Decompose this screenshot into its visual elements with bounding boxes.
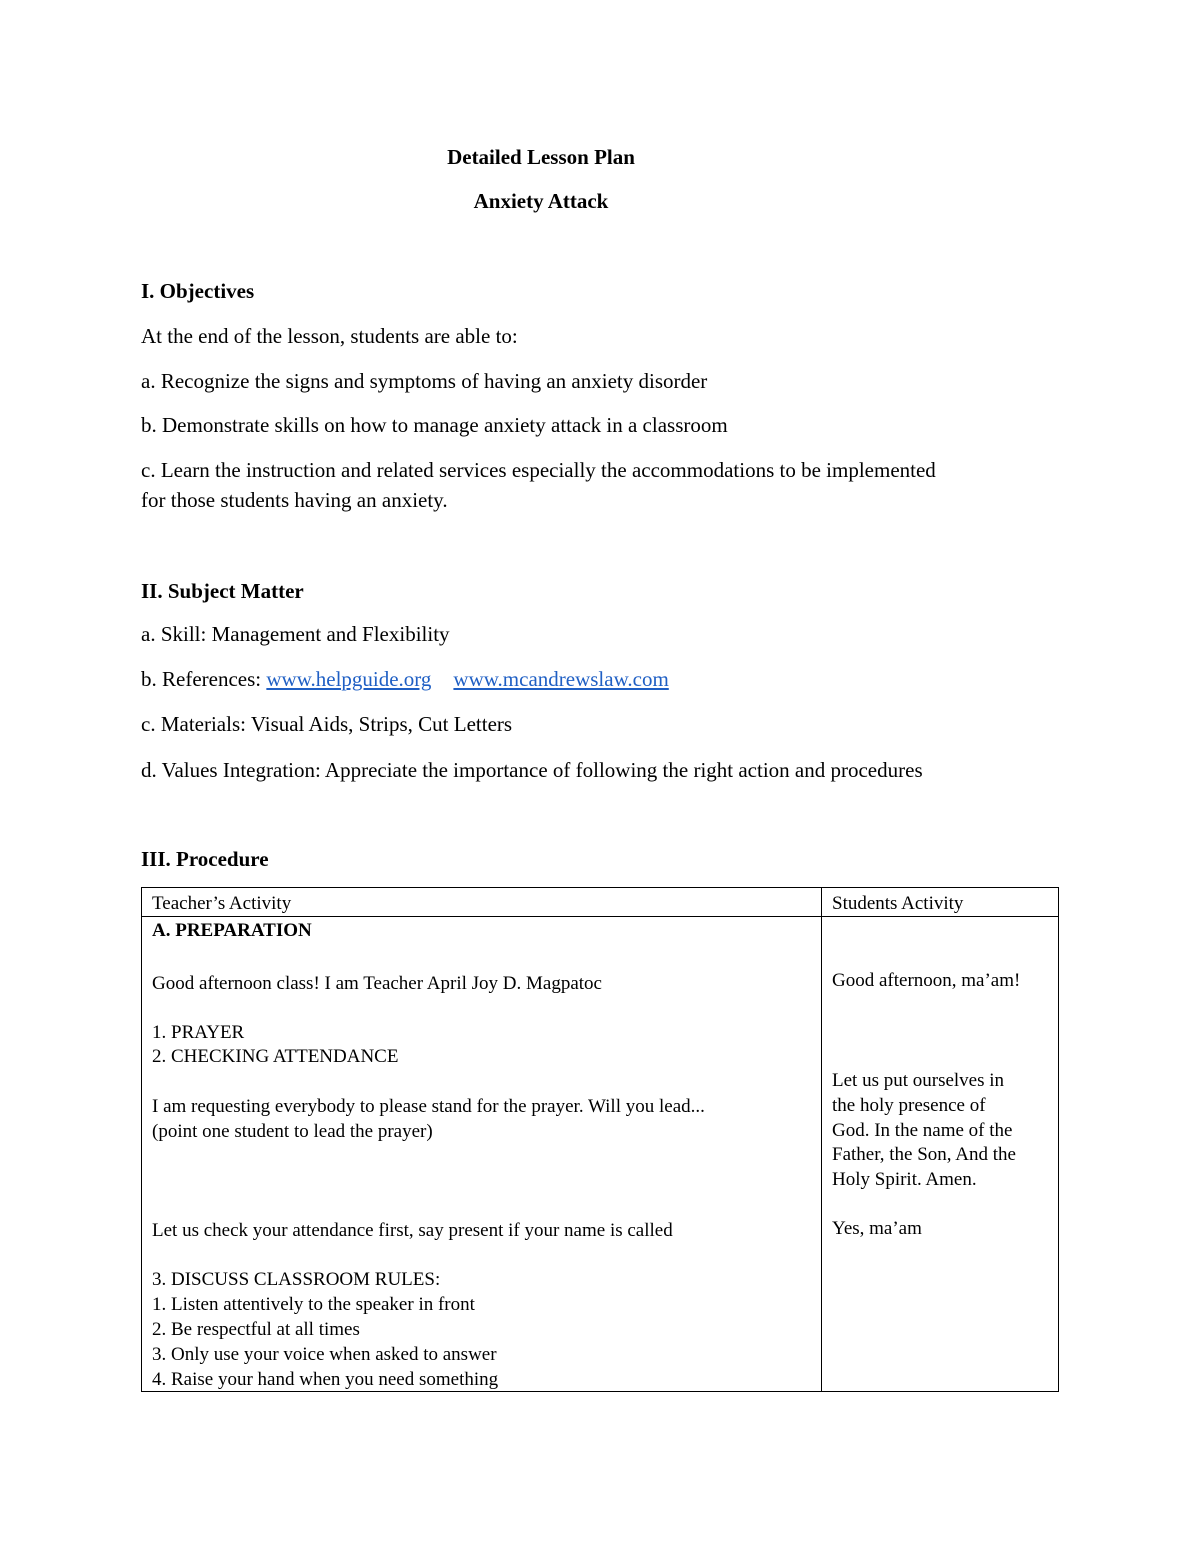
- teacher-greeting: Good afternoon class! I am Teacher April Joy D. Magpatoc: [152, 973, 602, 994]
- step-prayer: 1. PRAYER: [152, 1022, 245, 1043]
- subject-references: [141, 664, 669, 694]
- objectives-intro: At the end of the lesson, students are able to:: [141, 324, 518, 348]
- student-greeting-reply: Good afternoon, ma’am!: [832, 970, 1021, 991]
- reference-link-mcandrewslaw[interactable]: www.mcandrewslaw.com: [453, 667, 669, 691]
- document-subtitle: Anxiety Attack: [473, 189, 609, 213]
- procedure-table: [141, 887, 1059, 1392]
- objective-item-c: c. Learn the instruction and related services especially the accommodations to be implemented: [141, 458, 936, 482]
- rule-item-1: 1. Listen attentively to the speaker in front: [152, 1294, 475, 1315]
- reference-link-helpguide[interactable]: www.helpguide.org: [266, 667, 432, 691]
- objective-item-b: b. Demonstrate skills on how to manage anxiety attack in a classroom: [141, 413, 728, 437]
- preparation-heading: A. PREPARATION: [152, 920, 312, 941]
- attendance-instruction: Let us check your attendance first, say present if your name is called: [152, 1220, 673, 1241]
- subject-values: d. Values Integration: Appreciate the importance of following the right action and procedures: [141, 758, 923, 782]
- prayer-note: (point one student to lead the prayer): [152, 1121, 433, 1142]
- procedure-heading: III. Procedure: [141, 847, 269, 871]
- student-attendance-reply: Yes, ma’am: [832, 1218, 922, 1239]
- rule-item-4: 4. Raise your hand when you need something: [152, 1369, 499, 1390]
- subject-skill: a. Skill: Management and Flexibility: [141, 622, 450, 646]
- table-column-divider: [821, 888, 822, 1391]
- student-prayer-line-2: the holy presence of: [832, 1095, 986, 1116]
- objectives-heading: I. Objectives: [141, 279, 255, 303]
- rule-item-3: 3. Only use your voice when asked to answer: [152, 1344, 497, 1365]
- student-prayer-line-1: Let us put ourselves in: [832, 1070, 1005, 1091]
- student-prayer-line-3: God. In the name of the: [832, 1120, 1013, 1141]
- objective-item-a: a. Recognize the signs and symptoms of having an anxiety disorder: [141, 369, 708, 393]
- references-label: b. References:: [141, 667, 267, 691]
- objective-item-c-continued: for those students having an anxiety.: [141, 488, 448, 512]
- table-header-students: Students Activity: [832, 893, 964, 914]
- step-classroom-rules: 3. DISCUSS CLASSROOM RULES:: [152, 1269, 441, 1290]
- step-attendance: 2. CHECKING ATTENDANCE: [152, 1046, 399, 1067]
- student-prayer-line-5: Holy Spirit. Amen.: [832, 1169, 977, 1190]
- student-prayer-line-4: Father, the Son, And the: [832, 1144, 1016, 1165]
- document-title: Detailed Lesson Plan: [447, 145, 635, 169]
- prayer-request: I am requesting everybody to please stand for the prayer. Will you lead...: [152, 1096, 705, 1117]
- subject-matter-heading: II. Subject Matter: [141, 579, 304, 603]
- table-header-teacher: Teacher’s Activity: [152, 893, 292, 914]
- subject-materials: c. Materials: Visual Aids, Strips, Cut Letters: [141, 712, 513, 736]
- rule-item-2: 2. Be respectful at all times: [152, 1319, 360, 1340]
- table-header-divider: [142, 916, 1058, 917]
